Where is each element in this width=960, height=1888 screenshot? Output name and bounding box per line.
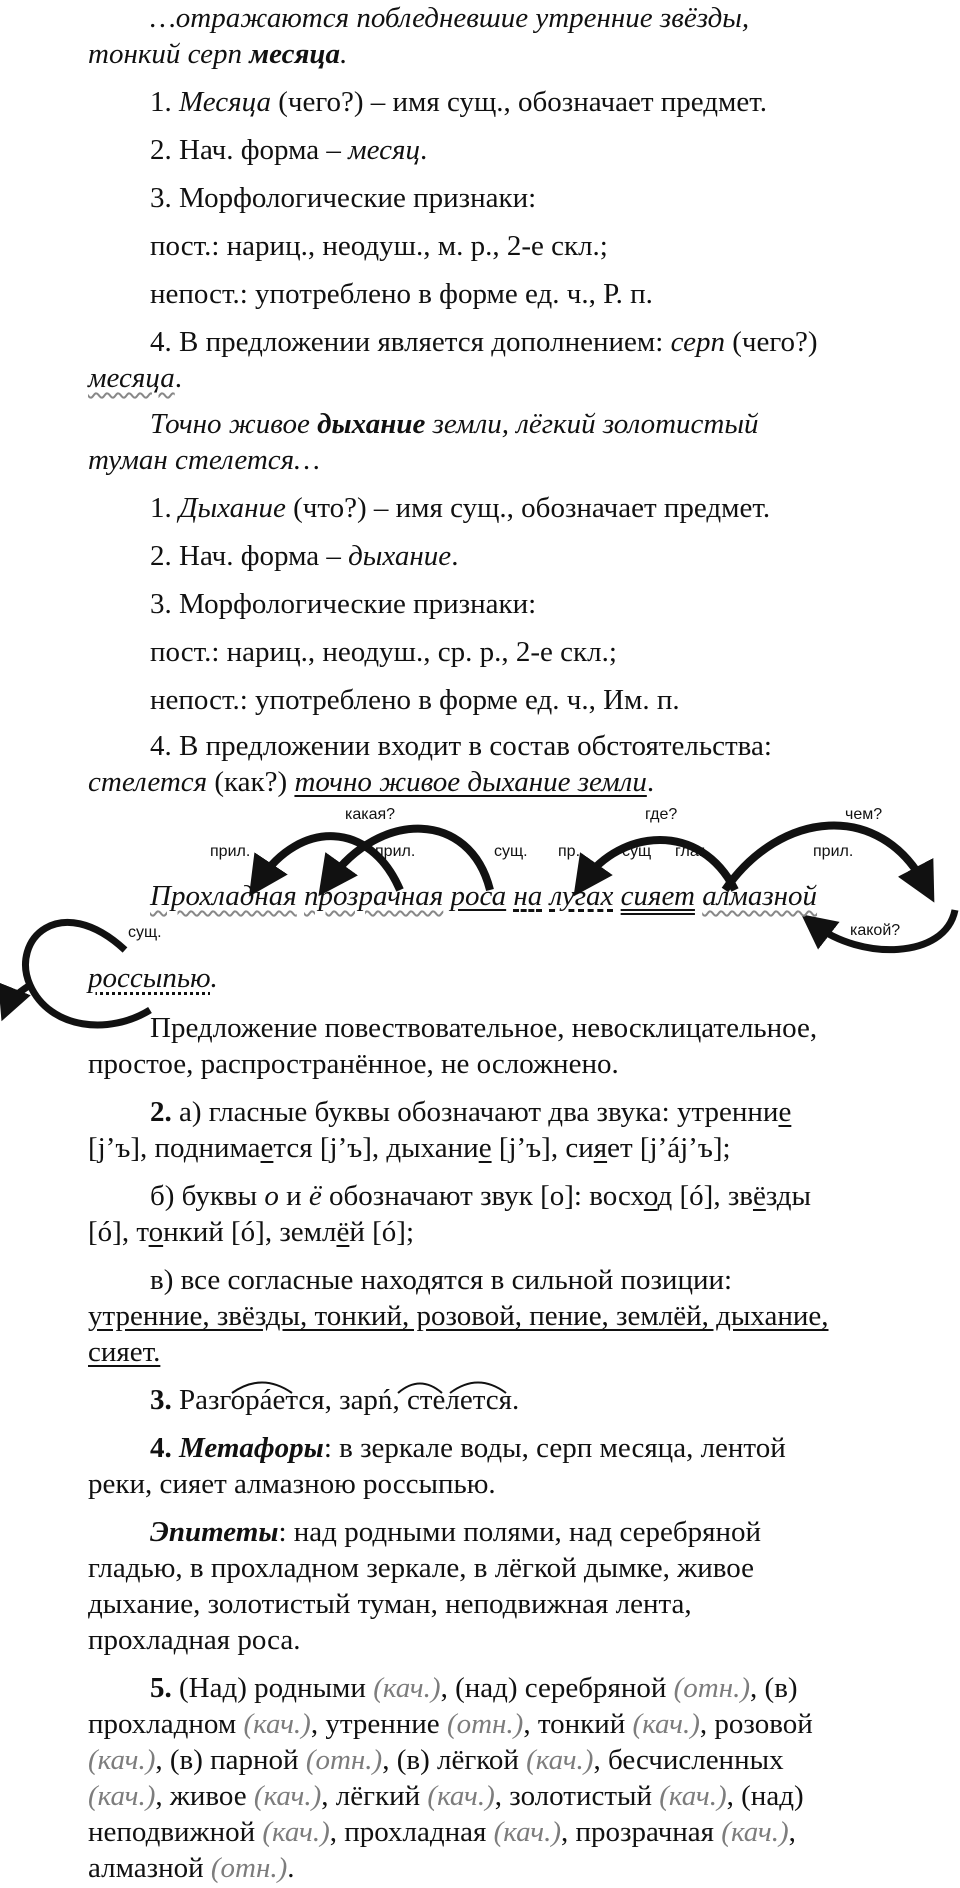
point-word: Дыхание (179, 492, 286, 524)
task5-line-4 (88, 1778, 804, 1814)
word-rosa: роса (450, 880, 507, 912)
task-text: . (287, 1852, 295, 1884)
tag-otn: (отн.) (673, 1672, 751, 1704)
task-text: нкий [ó], земл (163, 1216, 337, 1248)
marked-letter: о (148, 1216, 164, 1248)
tag-kach: (кач.) (88, 1744, 156, 1776)
task4-heading-metaphors: Метафоры (179, 1432, 324, 1464)
task-text: и (278, 1180, 309, 1212)
task-text: й [ó]; (349, 1216, 415, 1248)
task-text: неподвижной (88, 1816, 263, 1848)
point-question: (чего?) (724, 326, 818, 358)
label-pril-3: прил. (813, 843, 854, 860)
point-word: месяц (348, 134, 420, 166)
label-sush-2: сущ (622, 843, 652, 860)
quote-text: земли, лёгкий золотистый (425, 408, 759, 440)
task5-line-1 (150, 1670, 798, 1706)
label-sush-1: сущ. (494, 843, 528, 860)
task-text: : над родными полями, над серебряной (278, 1516, 762, 1548)
point-text: 2. Нач. форма – (150, 134, 349, 166)
task-text: , (в) (750, 1672, 798, 1704)
point-punct: . (419, 134, 428, 166)
point-question: (как?) (207, 766, 295, 798)
separator: , (392, 1384, 407, 1416)
s1-point-3: 3. Морфологические признаки: (150, 182, 537, 214)
task-text: , (над) серебряной (440, 1672, 674, 1704)
tag-kach: (кач.) (373, 1672, 441, 1704)
tag-kach: (кач.) (253, 1780, 322, 1812)
task5-line-6 (88, 1850, 295, 1886)
task3-word-3: стелется (406, 1384, 512, 1416)
task4-line-6: прохладная роса. (88, 1624, 301, 1656)
word-siyaet: сияет (620, 880, 695, 912)
point-punct: . (646, 766, 655, 798)
task-text: , розовой (699, 1708, 813, 1740)
label-pr: пр. (558, 843, 581, 860)
point-punct: . (451, 540, 459, 572)
task-number: 3. (150, 1384, 172, 1416)
task-text: , золотистый (494, 1780, 660, 1812)
task-text: , тонкий (523, 1708, 633, 1740)
label-pril-2: прил. (375, 843, 416, 860)
marked-letter: е (778, 1096, 792, 1128)
s2-point-3: 3. Морфологические признаки: (150, 588, 537, 620)
task-text: , (в) лёгкой (382, 1744, 527, 1776)
task2-c-line-3: сияет. (88, 1336, 161, 1368)
word-almaznoy: алмазной (702, 880, 818, 912)
tag-kach: (кач.) (659, 1780, 727, 1812)
task-text: тся [j’ъ], дыхани (273, 1132, 479, 1164)
task-text: б) буквы (150, 1180, 265, 1212)
quote-1-line-1: …отражаются побледневшие утренние звёзды, (150, 2, 750, 34)
summary-line-2: простое, распространённое, не осложнено. (88, 1048, 619, 1080)
task4-heading-epithets: Эпитеты (150, 1516, 279, 1548)
task-text: , утренние (310, 1708, 447, 1740)
point-text: 4. В предложении является дополнением: (150, 326, 671, 358)
root-arc-2 (398, 1384, 442, 1394)
task2-c-line-1: в) все согласные находятся в сильной позиции: (150, 1264, 733, 1296)
task-text: , (в) парной (155, 1744, 306, 1776)
task-text: , (над) (726, 1780, 804, 1812)
task-text: прохладном (88, 1708, 244, 1740)
marked-letter: е (478, 1132, 492, 1164)
task-text: [ó], т (88, 1216, 149, 1248)
word-prohladnaya: Прохладная (150, 880, 297, 912)
label-sush-3: сущ. (128, 924, 162, 941)
point-text: (что?) – имя сущ., обозначает предмет. (285, 492, 771, 524)
marked-letter: ё (336, 1216, 350, 1248)
task-number: 4. (150, 1432, 172, 1464)
marked-letter: я (593, 1132, 608, 1164)
s1-point-3b: непост.: употреблено в форме ед. ч., Р. п. (150, 278, 653, 310)
label-pril-1: прил. (210, 843, 251, 860)
task-text: , бесчисленных (593, 1744, 784, 1776)
task-text: , живое (155, 1780, 254, 1812)
tag-otn: (отн.) (210, 1852, 288, 1884)
task4-line-1 (150, 1430, 786, 1466)
word-lugah: лугах (549, 880, 614, 912)
tag-kach: (кач.) (427, 1780, 495, 1812)
task-text: зды (765, 1180, 812, 1212)
sentence-punct: . (210, 962, 218, 994)
tag-kach: (кач.) (243, 1708, 311, 1740)
point-word: дыхание (348, 540, 452, 572)
marked-letter: о (643, 1180, 658, 1212)
task-text: алмазной (88, 1852, 211, 1884)
quote-punct: . (340, 38, 348, 70)
tag-kach: (кач.) (262, 1816, 330, 1848)
s2-point-3a: пост.: нариц., неодуш., ср. р., 2-е скл.; (150, 636, 617, 668)
separator: , (324, 1384, 340, 1416)
task2-c-line-2: утренние, звёзды, тонкий, розовой, пение, землёй, дыхание, (88, 1300, 829, 1332)
task-text: а) гласные буквы обозначают два звука: утренни (171, 1096, 779, 1128)
quote-keyword: дыхание (317, 408, 426, 440)
s2-point-4: 4. В предложении входит в состав обстоятельства: (150, 730, 772, 762)
task-text: , (788, 1816, 796, 1848)
tag-otn: (отн.) (305, 1744, 383, 1776)
point-text: (чего?) – имя сущ., обозначает предмет. (270, 86, 767, 118)
tag-kach: (кач.) (493, 1816, 562, 1848)
label-gde: где? (645, 806, 678, 823)
task4-line-4: гладью, в прохладном зеркале, в лёгкой дымке, живое (88, 1552, 754, 1584)
quote-text: Точно живое (150, 408, 318, 440)
task-number: 5. (150, 1672, 172, 1704)
task-text: обозначают звук [о]: восх (321, 1180, 644, 1212)
label-kakoy: какой? (850, 922, 901, 939)
point-number: 1. (150, 492, 179, 524)
task-text: (Над) родными (171, 1672, 374, 1704)
task-text: , лёгкий (321, 1780, 428, 1812)
tag-kach: (кач.) (632, 1708, 700, 1740)
point-word: стелется (88, 766, 208, 798)
point-phrase: точно живое дыхание земли (294, 766, 647, 798)
word-rossypyu: россыпью (88, 962, 211, 994)
task4-line-5: дыхание, золотистый туман, неподвижная лента, (88, 1588, 692, 1620)
letter-o: о (264, 1180, 279, 1212)
task3-word-1: Разгорáется (179, 1384, 325, 1416)
task-text: [j’ъ], поднима (88, 1132, 261, 1164)
tag-kach: (кач.) (88, 1780, 156, 1812)
task5-line-2 (88, 1706, 813, 1742)
task-number: 2. (150, 1096, 172, 1128)
tag-kach: (кач.) (721, 1816, 789, 1848)
task3-word-2: зарń (339, 1384, 393, 1416)
s2-point-3b: непост.: употреблено в форме ед. ч., Им. п. (150, 684, 680, 716)
label-kakaya: какая? (345, 806, 396, 823)
root-arc-3 (450, 1383, 506, 1394)
task-text: : в зеркале воды, серп месяца, лентой (323, 1432, 786, 1464)
point-punct: . (174, 362, 182, 394)
task-text: , прохладная (329, 1816, 494, 1848)
point-word: Месяца (179, 86, 271, 118)
word-na: на (513, 880, 543, 912)
marked-letter: е (260, 1132, 274, 1164)
task-text: , прозрачная (561, 1816, 722, 1848)
task4-line-3 (150, 1514, 761, 1550)
tag-kach: (кач.) (526, 1744, 594, 1776)
summary-line-1: Предложение повествовательное, невосклицательное, (150, 1012, 818, 1044)
label-glag: глаг. (675, 843, 708, 860)
task4-line-2: реки, сияет алмазною россыпью. (88, 1468, 496, 1500)
point-word: месяца (88, 362, 175, 394)
task-text: д [ó], зв (657, 1180, 753, 1212)
point-number: 1. (150, 86, 179, 118)
task-text: ет [j’áj’ъ]; (607, 1132, 731, 1164)
point-word: серп (670, 326, 725, 358)
quote-2-line-2: туман стелется… (88, 444, 320, 476)
separator: . (511, 1384, 520, 1416)
quote-keyword: месяца (249, 38, 341, 70)
tag-otn: (отн.) (446, 1708, 524, 1740)
root-arc-1 (232, 1383, 292, 1394)
task5-line-3 (88, 1742, 784, 1778)
marked-letter: ё (752, 1180, 766, 1212)
point-text: 2. Нач. форма – (150, 540, 349, 572)
letter-yo: ё (308, 1180, 322, 1212)
task5-line-5 (88, 1814, 796, 1850)
word-prozrachnaya: прозрачная (304, 880, 444, 912)
task-text: [j’ъ], си (491, 1132, 594, 1164)
quote-text: тонкий серп (88, 38, 250, 70)
label-chem: чем? (845, 806, 883, 823)
s1-point-3a: пост.: нариц., неодуш., м. р., 2-е скл.; (150, 230, 608, 262)
